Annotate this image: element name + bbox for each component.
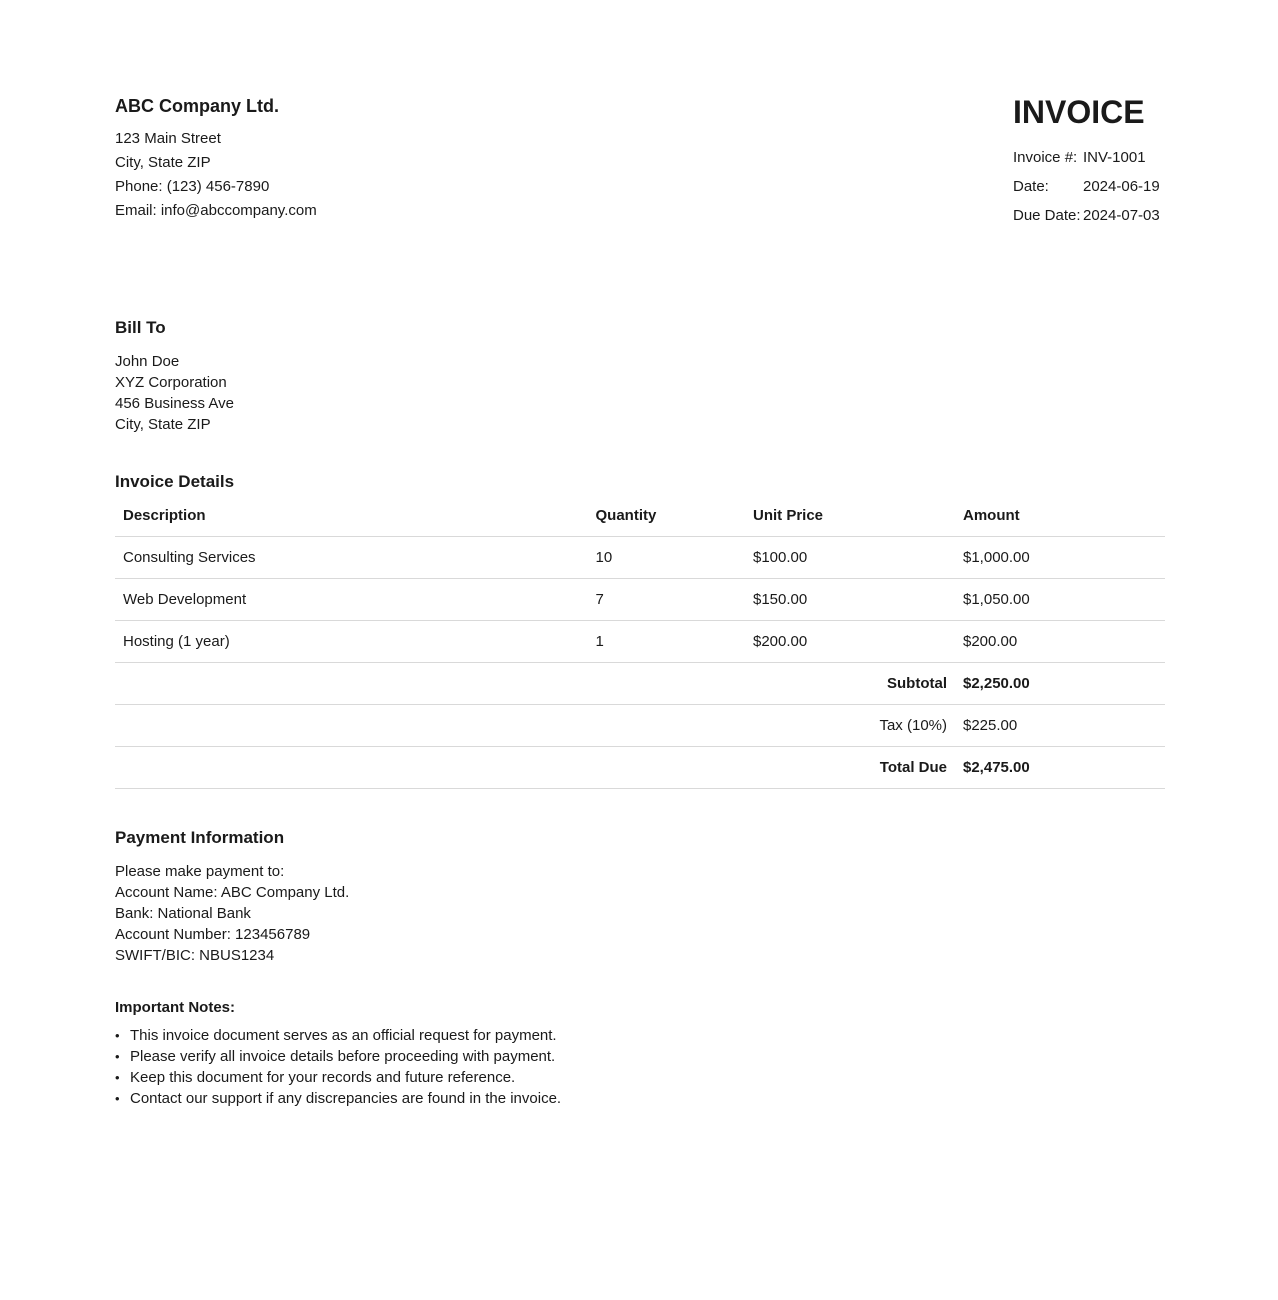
tax-value: $225.00 <box>955 705 1165 747</box>
item-amount: $1,050.00 <box>955 579 1165 621</box>
payment-intro-line: Please make payment to: <box>115 863 285 880</box>
invoice-due-date-row <box>1013 201 1165 230</box>
bill-to-city: City, State ZIP <box>115 416 211 433</box>
note-text: Contact our support if any discrepancies are found in the invoice. <box>130 1090 562 1107</box>
bullet-icon: • <box>115 1070 120 1085</box>
item-description: Web Development <box>115 579 588 621</box>
subtotal-row <box>115 663 1165 705</box>
company-block <box>115 96 317 223</box>
note-text: Keep this document for your records and future reference. <box>130 1069 516 1086</box>
line-items-table <box>115 507 1165 789</box>
invoice-date-value: 2024-06-19 <box>1083 178 1160 195</box>
payment-information-heading: Payment Information <box>115 828 285 847</box>
list-item <box>115 1025 1165 1046</box>
total-due-row <box>115 747 1165 789</box>
important-notes-heading: Important Notes: <box>115 999 235 1016</box>
item-amount: $1,000.00 <box>955 537 1165 579</box>
payment-information-section <box>115 828 1165 966</box>
list-item <box>115 1046 1165 1067</box>
item-description: Hosting (1 year) <box>115 621 588 663</box>
tax-label: Tax (10%) <box>115 705 955 747</box>
total-due-label: Total Due <box>115 747 955 789</box>
company-name: ABC Company Ltd. <box>115 96 279 116</box>
invoice-due-date-label: Due Date: <box>1013 207 1081 224</box>
item-quantity: 10 <box>588 537 746 579</box>
item-quantity: 7 <box>588 579 746 621</box>
bullet-icon: • <box>115 1091 120 1106</box>
payment-account-name-line: Account Name: ABC Company Ltd. <box>115 884 350 901</box>
company-email-line: Email: info@abccompany.com <box>115 202 317 219</box>
column-header-amount: Amount <box>955 507 1165 537</box>
tax-row <box>115 705 1165 747</box>
item-unit-price: $200.00 <box>745 621 955 663</box>
important-notes-section <box>115 999 1165 1109</box>
invoice-details-heading: Invoice Details <box>115 472 235 491</box>
list-item <box>115 1088 1165 1109</box>
bullet-icon: • <box>115 1028 120 1043</box>
item-amount: $200.00 <box>955 621 1165 663</box>
invoice-date-label: Date: <box>1013 178 1049 195</box>
table-header-row <box>115 507 1165 537</box>
company-address-line: 123 Main Street <box>115 130 221 147</box>
payment-swift-line: SWIFT/BIC: NBUS1234 <box>115 947 275 964</box>
column-header-unit-price: Unit Price <box>745 507 955 537</box>
note-text: This invoice document serves as an official request for payment. <box>130 1027 557 1044</box>
invoice-number-row <box>1013 143 1165 172</box>
invoice-details-section <box>115 472 1165 789</box>
item-description: Consulting Services <box>115 537 588 579</box>
bill-to-heading: Bill To <box>115 318 166 337</box>
invoice-date-row <box>1013 172 1165 201</box>
company-phone-line: Phone: (123) 456-7890 <box>115 178 270 195</box>
bill-to-company: XYZ Corporation <box>115 374 227 391</box>
bill-to-address: 456 Business Ave <box>115 395 234 412</box>
total-due-value: $2,475.00 <box>955 747 1165 789</box>
column-header-description: Description <box>115 507 588 537</box>
table-row <box>115 537 1165 579</box>
subtotal-value: $2,250.00 <box>955 663 1165 705</box>
invoice-title: INVOICE <box>1013 94 1145 130</box>
list-item <box>115 1067 1165 1088</box>
bill-to-section <box>115 318 1165 435</box>
bill-to-name: John Doe <box>115 353 180 370</box>
invoice-number-value: INV-1001 <box>1083 149 1146 166</box>
item-unit-price: $100.00 <box>745 537 955 579</box>
invoice-header <box>115 96 1165 230</box>
table-row <box>115 579 1165 621</box>
subtotal-label: Subtotal <box>115 663 955 705</box>
table-row <box>115 621 1165 663</box>
invoice-meta-block <box>1013 96 1165 230</box>
invoice-due-date-value: 2024-07-03 <box>1083 207 1160 224</box>
note-text: Please verify all invoice details before proceeding with payment. <box>130 1048 556 1065</box>
payment-account-number-line: Account Number: 123456789 <box>115 926 311 943</box>
company-address-line: City, State ZIP <box>115 154 211 171</box>
payment-bank-line: Bank: National Bank <box>115 905 251 922</box>
column-header-quantity: Quantity <box>588 507 746 537</box>
invoice-number-label: Invoice #: <box>1013 149 1078 166</box>
item-unit-price: $150.00 <box>745 579 955 621</box>
item-quantity: 1 <box>588 621 746 663</box>
bullet-icon: • <box>115 1049 120 1064</box>
